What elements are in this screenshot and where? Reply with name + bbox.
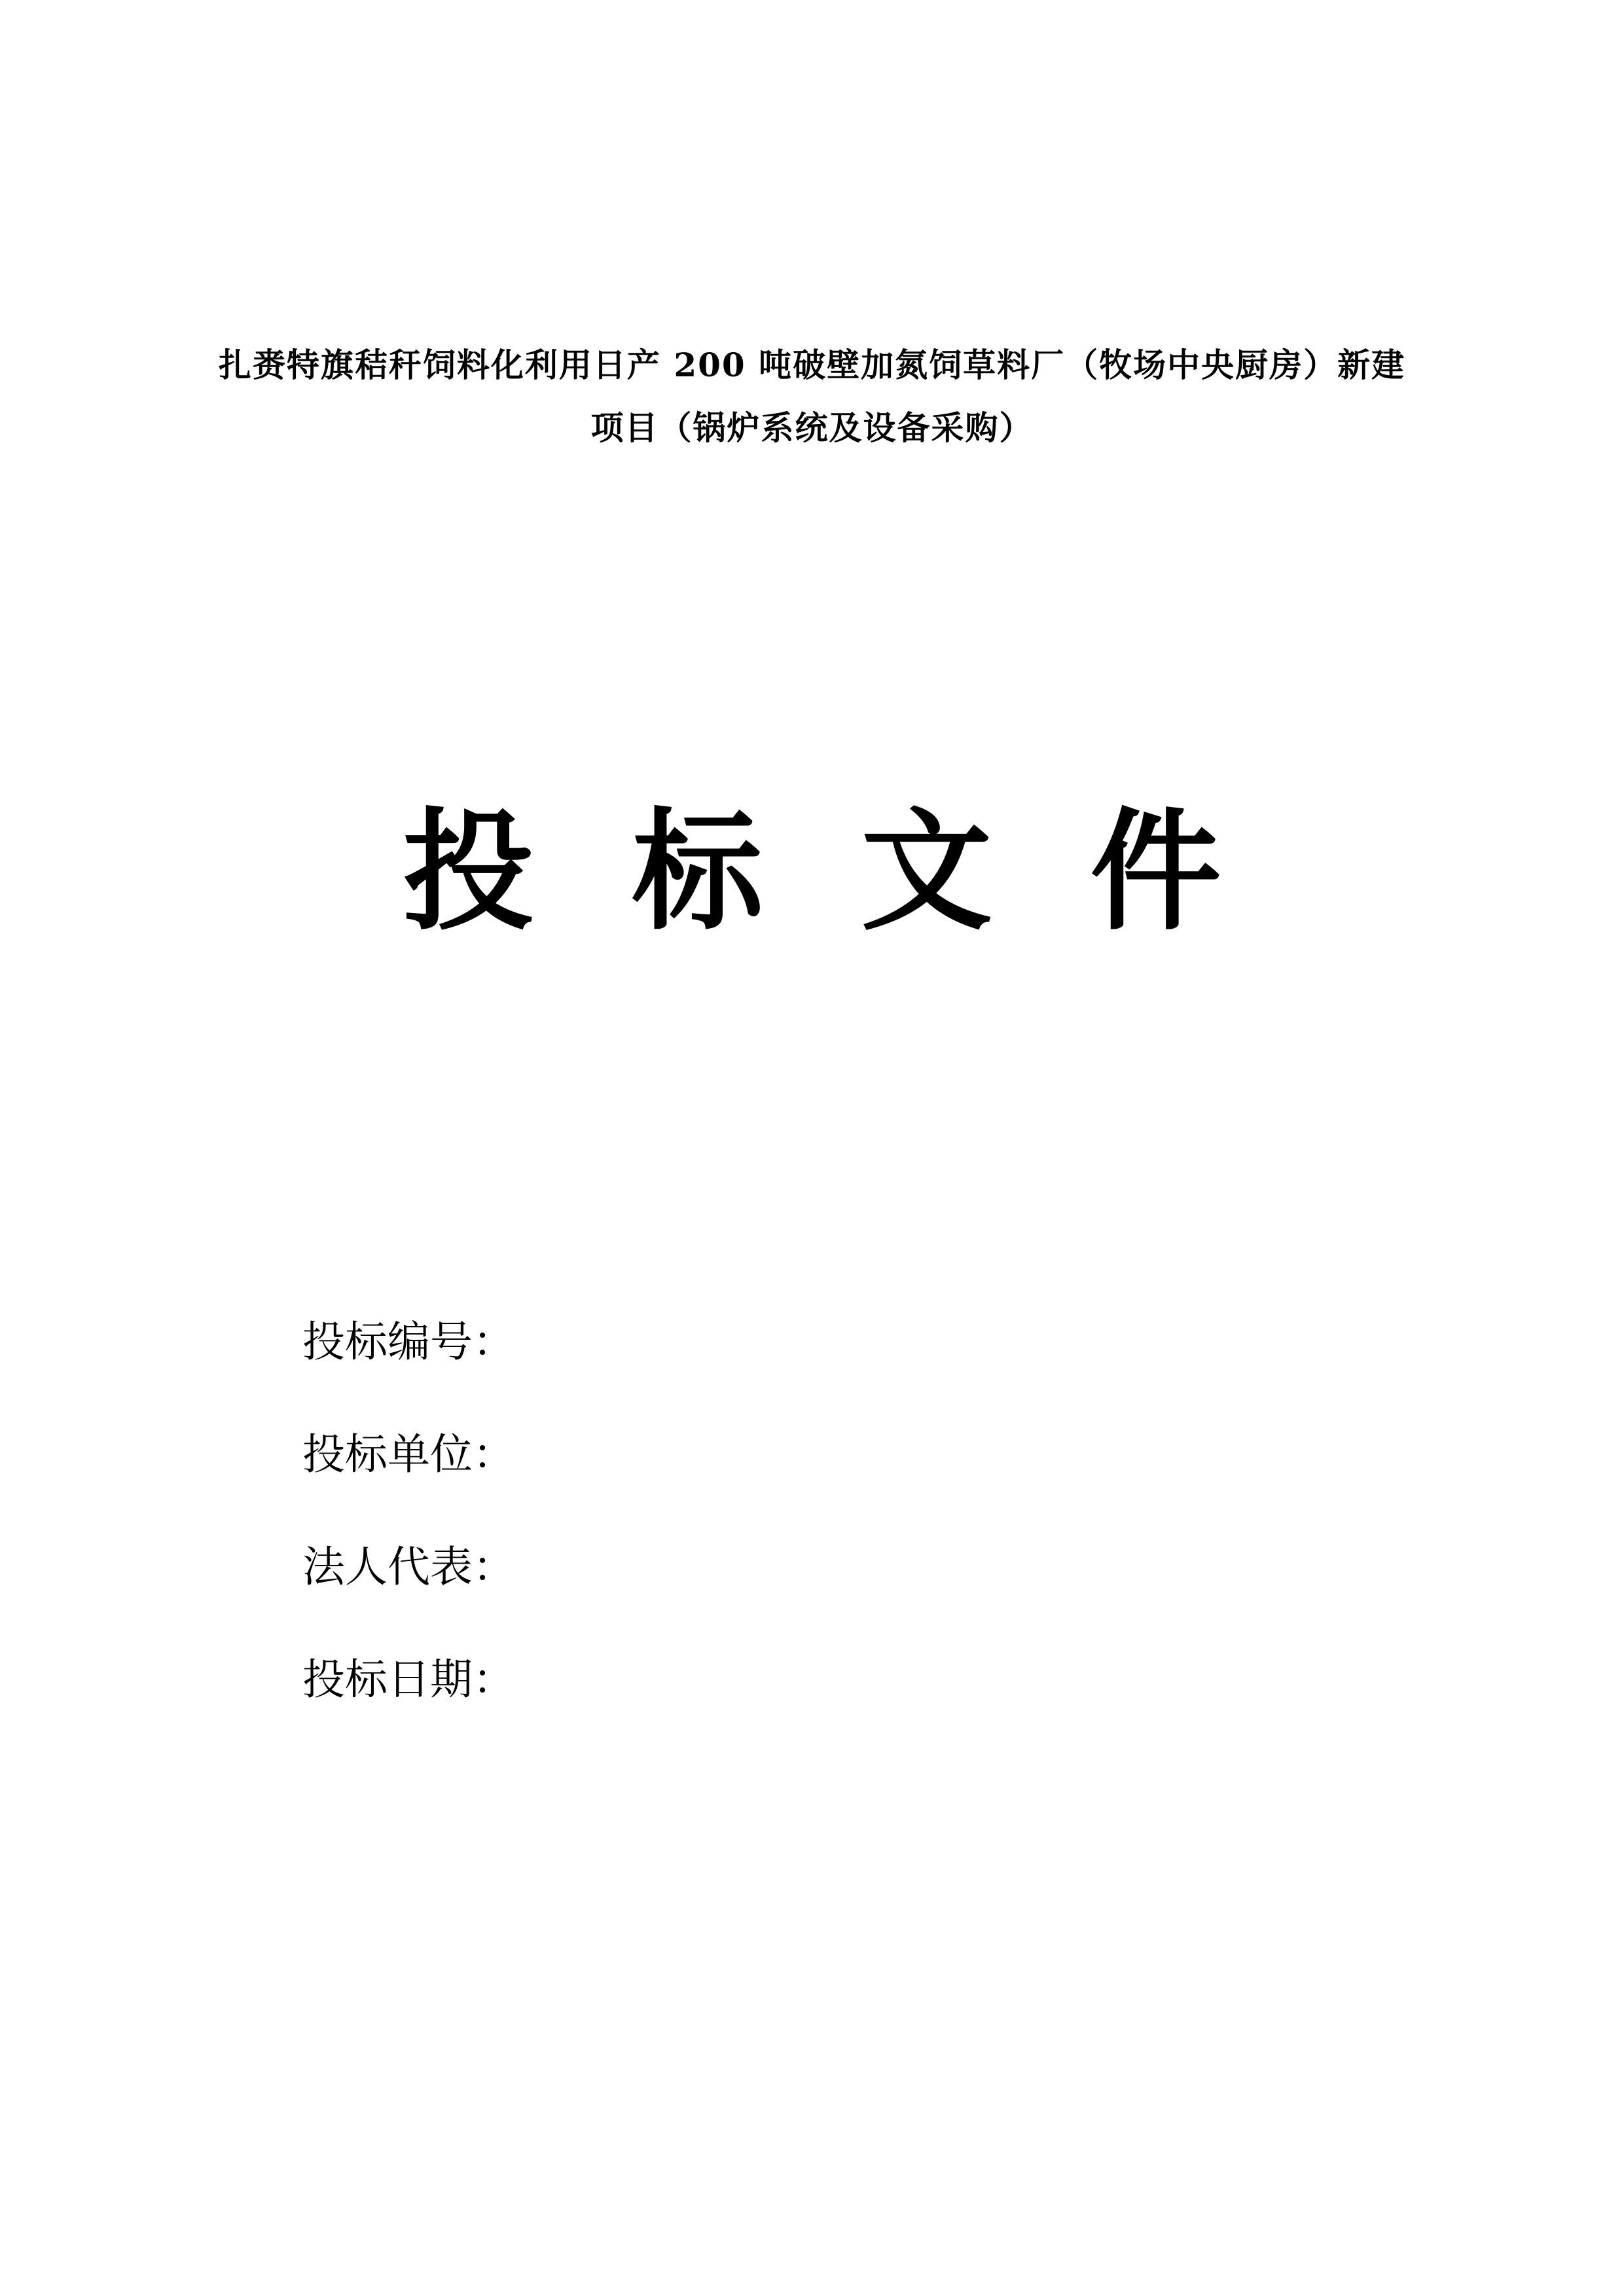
field-bid-unit: [302, 1399, 973, 1511]
project-title: [0, 334, 1624, 459]
document-title: 投标文件: [403, 795, 1320, 948]
field-legal-representative: [302, 1511, 973, 1624]
bid-unit-label: 投标单位：: [302, 1430, 516, 1479]
project-title-line-1: 扎赉特旗秸秆饲料化利用日产 200 吨破壁加氮饲草料厂（牧场中央厨房）新建: [218, 346, 1406, 384]
bid-number-label: 投标编号：: [302, 1318, 516, 1367]
legal-representative-label: 法人代表：: [302, 1543, 516, 1592]
project-title-line-2: 项目（锅炉系统及设备采购）: [590, 408, 1034, 447]
bid-fields: [302, 1286, 973, 1736]
field-bid-date: [302, 1624, 973, 1736]
bid-date-label: 投标日期：: [302, 1655, 516, 1704]
field-bid-number: [302, 1286, 973, 1399]
